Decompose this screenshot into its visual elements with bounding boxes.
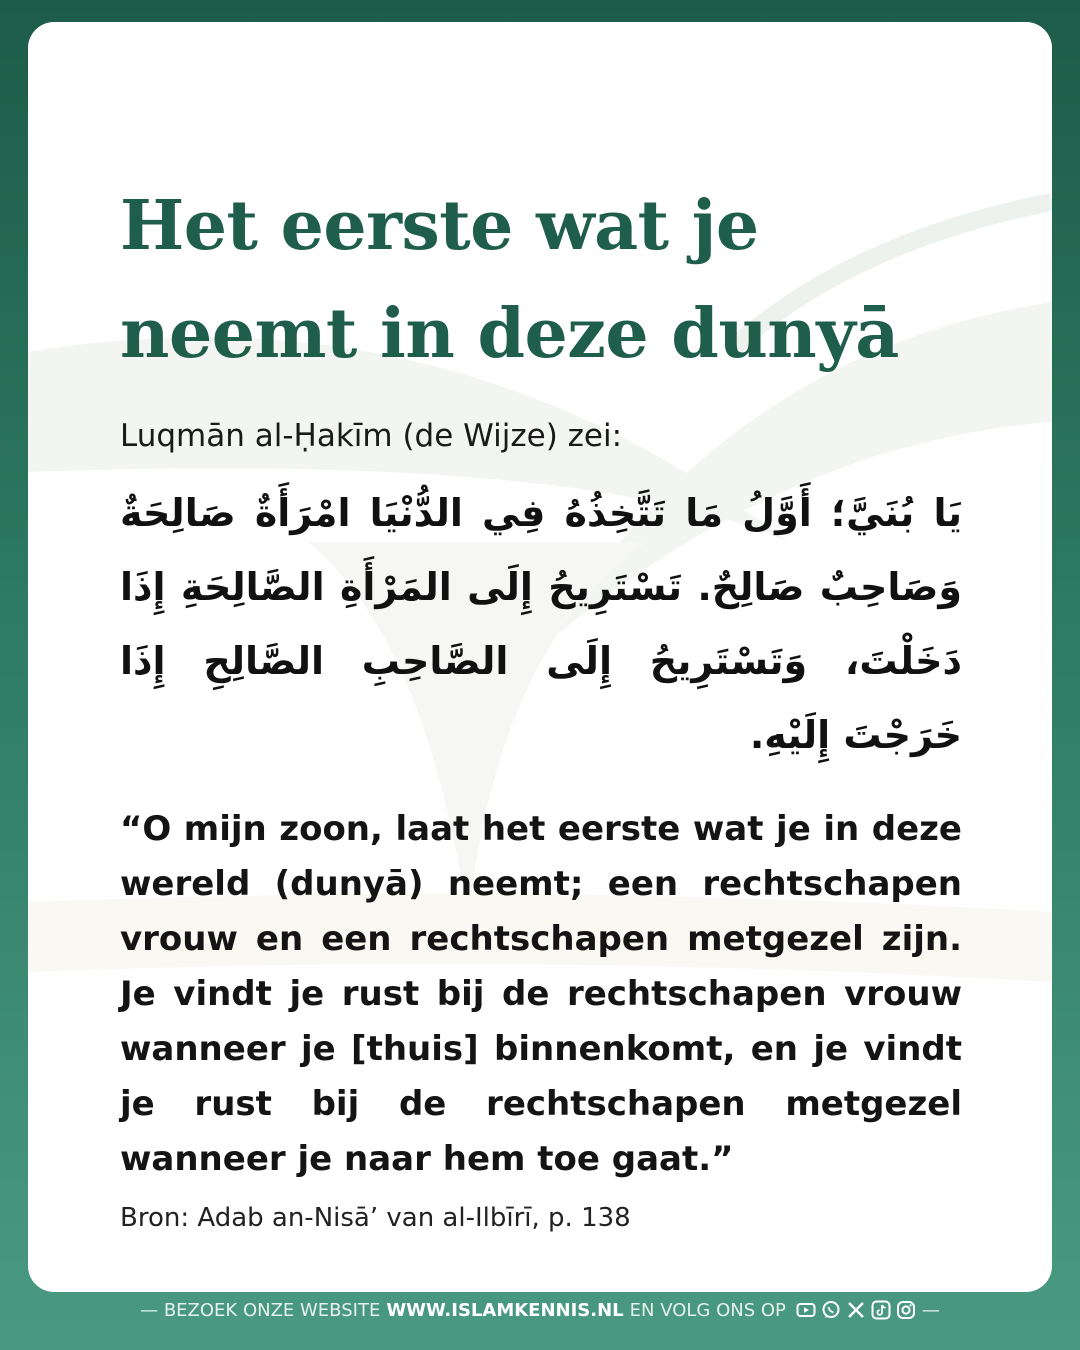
whatsapp-icon[interactable] [821, 1300, 841, 1320]
page-title [120, 172, 962, 388]
x-icon[interactable] [846, 1300, 866, 1320]
website-link[interactable]: WWW.ISLAMKENNIS.NL [386, 1299, 624, 1321]
content-card [28, 22, 1052, 1292]
main-content [120, 172, 962, 1235]
instagram-icon[interactable] [896, 1300, 916, 1320]
title-line-1: Het eerste wat je [120, 186, 759, 266]
footer-bar [0, 1296, 1080, 1324]
speaker-intro: Luqmān al-Ḥakīm (de Wijze) zei: [120, 418, 623, 454]
arabic-text: يَا بُنَيَّ؛ أَوَّلُ مَا تَتَّخِذُهُ فِي الدُّنْيَا امْرَأَةٌ صَالِحَةٌ وَصَاحِبٌ صَالِحٌ. تَسْتَرِيحُ إِلَى المَرْأَةِ الصَّالِحَةِ إِذَا دَخَلْتَ، وَتَسْتَرِيحُ إِلَى الصَّاحِبِ الصَّالِحِ إِذَا خَرَجْتَ إِلَيْهِ. [120, 491, 962, 757]
tiktok-icon[interactable] [871, 1300, 891, 1320]
dutch-translation-quote: “O mijn zoon, laat het eerste wat je in deze wereld (dunyā) neemt; een rechtschapen vrouw en een rechtschapen metgezel zijn. Je vindt je rust bij de rechtschapen vrouw wanneer je [thuis] binnenkomt, en je vindt je rust bij de rechtschapen metgezel wanneer je naar hem toe gaat.” [120, 809, 962, 1179]
footer-lead-text: — BEZOEK ONZE WEBSITE [140, 1299, 381, 1321]
footer-trail-text: — [921, 1299, 940, 1321]
source-citation: Bron: Adab an-Nisā’ van al-Ilbīrī, p. 138 [120, 1203, 631, 1233]
title-line-2: neemt in deze dunyā [120, 294, 899, 374]
youtube-icon[interactable] [796, 1300, 816, 1320]
footer-follow-text: EN VOLG ONS OP [629, 1299, 786, 1321]
social-icons [796, 1300, 916, 1320]
